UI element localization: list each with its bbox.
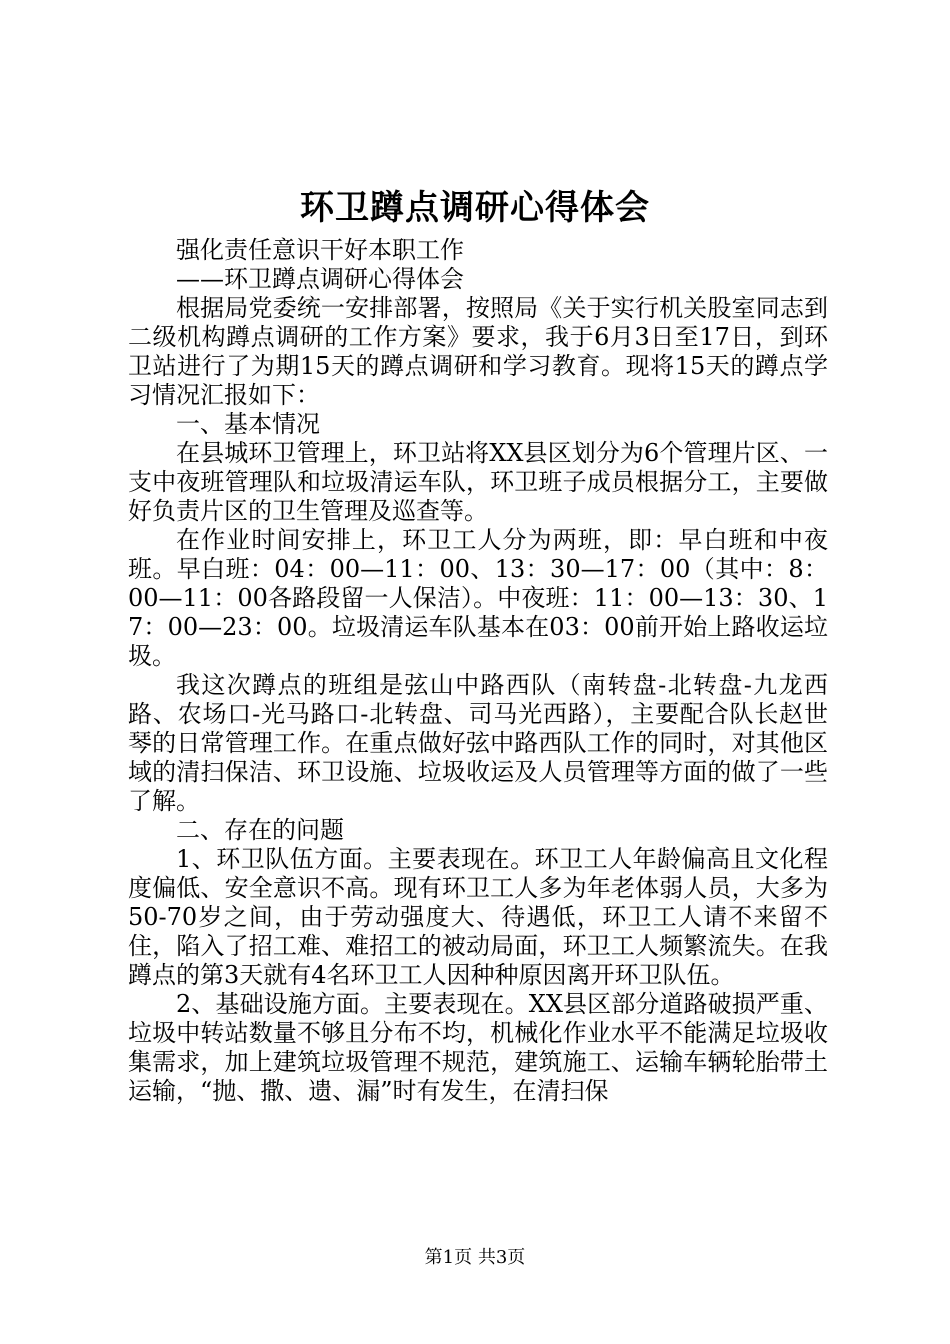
section-heading-problems: 二、存在的问题 <box>176 816 344 844</box>
section-heading-basic: 一、基本情况 <box>176 410 320 438</box>
page-footer: 第1页 共3页 <box>424 1247 526 1268</box>
paragraph-management: 在县城环卫管理上，环卫站将XX县区划分为6个管理片区、一支中夜班管理队和垃圾清运车队，环卫班子成员根据分工，主要做好负责片区的卫生管理及巡查等。 <box>128 439 828 525</box>
paragraph-workforce: 1、环卫队伍方面。主要表现在。环卫工人年龄偏高且文化程度偏低、安全意识不高。现有环卫工人多为年老体弱人员，大多为50-70岁之间，由于劳动强度大、待遇低，环卫工人请不来留不住，陷入了招工难、难招工的被动局面，环卫工人频繁流失。在我蹲点的第3天就有4名环卫工人因种种原因离开环卫队伍。 <box>128 845 828 989</box>
paragraph-infrastructure: 2、基础设施方面。主要表现在。XX县区部分道路破损严重、垃圾中转站数量不够且分布不均，机械化作业水平不能满足垃圾收集需求，加上建筑垃圾管理不规范，建筑施工、运输车辆轮胎带土运输，“抛、撒、遗、漏”时有发生，在清扫保 <box>128 990 828 1105</box>
paragraph-schedule: 在作业时间安排上，环卫工人分为两班，即：早白班和中夜班。早白班：04：00—11：00、13：30—17：00（其中：8：00—11：00各路段留一人保洁）。中夜班：11：00—13：30、17：00—23：00。垃圾清运车队基本在03：00前开始上路收运垃圾。 <box>128 526 828 670</box>
document-title: 环卫蹲点调研心得体会 <box>300 188 650 228</box>
paragraph-team: 我这次蹲点的班组是弦山中路西队（南转盘-北转盘-九龙西路、农场口-光马路口-北转盘、司马光西路），主要配合队长赵世琴的日常管理工作。在重点做好弦中路西队工作的同时，对其他区域的清扫保洁、环卫设施、垃圾收运及人员管理等方面的做了一些了解。 <box>128 671 828 815</box>
subtitle-dash-line: ——环卫蹲点调研心得体会 <box>176 265 464 293</box>
document-body <box>128 236 828 1106</box>
subtitle-line: 强化责任意识干好本职工作 <box>176 236 464 264</box>
paragraph-intro: 根据局党委统一安排部署，按照局《关于实行机关股室同志到二级机构蹲点调研的工作方案》要求，我于6月3日至17日，到环卫站进行了为期15天的蹲点调研和学习教育。现将15天的蹲点学习情况汇报如下： <box>128 294 828 409</box>
